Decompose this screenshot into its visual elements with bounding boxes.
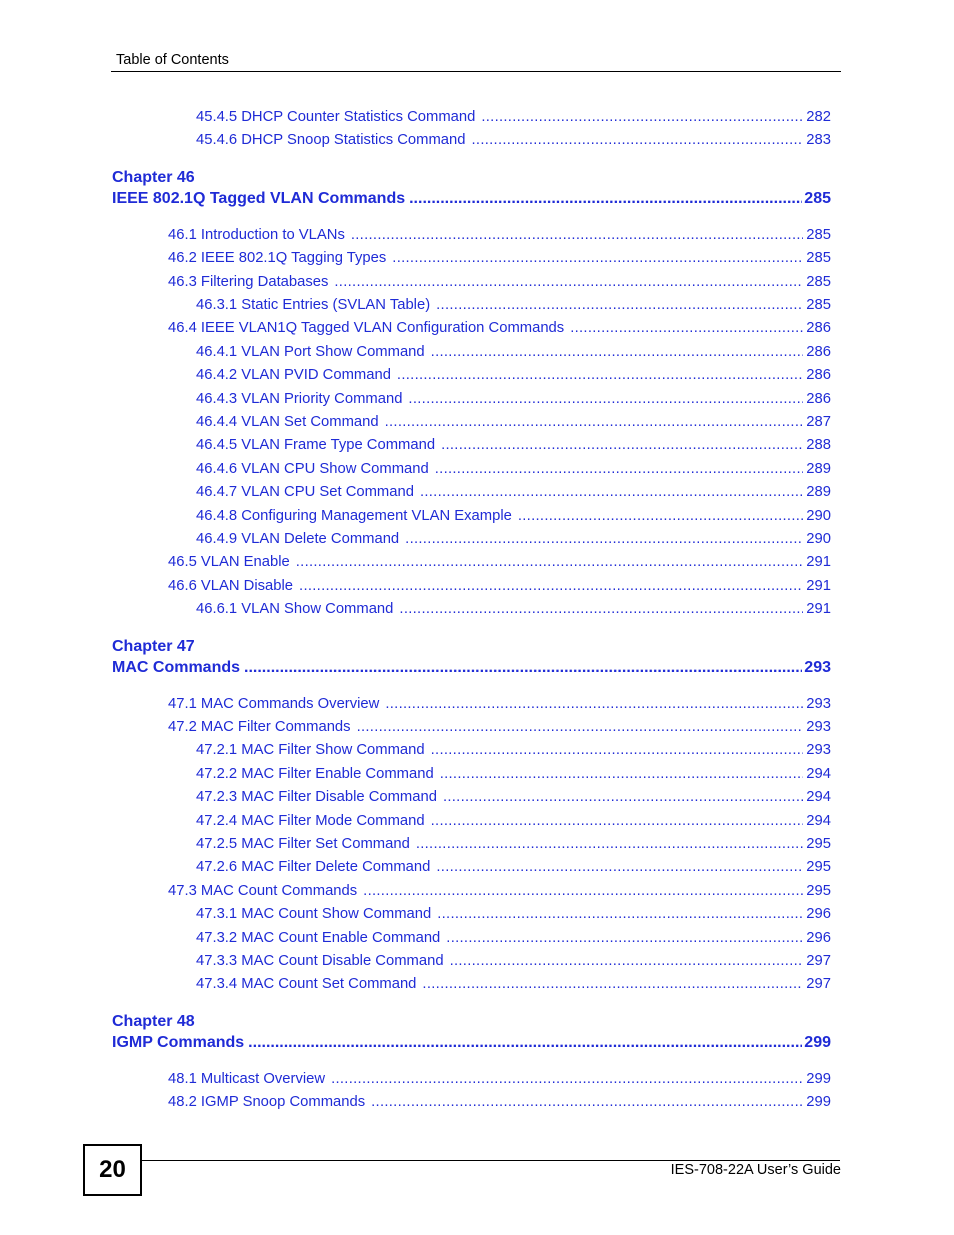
toc-subsection-entry[interactable] <box>196 741 831 759</box>
dot-leader <box>441 436 803 454</box>
entry-page: 296 <box>806 929 831 946</box>
entry-page: 294 <box>806 812 831 829</box>
toc-subsection-entry[interactable] <box>196 975 831 993</box>
dot-leader <box>570 319 803 337</box>
dot-leader <box>420 483 803 501</box>
dot-leader <box>435 460 804 478</box>
toc-subsection-entry[interactable] <box>196 765 831 783</box>
toc-subsection-entry[interactable] <box>196 952 831 970</box>
entry-page: 296 <box>806 906 831 923</box>
chapter-label[interactable]: Chapter 48 <box>112 1012 195 1030</box>
entry-page: 285 <box>806 226 831 243</box>
entry-page: 287 <box>806 414 831 430</box>
toc-section-entry[interactable] <box>168 577 831 595</box>
dot-leader <box>331 1070 803 1088</box>
toc-subsection-entry[interactable] <box>196 436 831 454</box>
toc-subsection-entry[interactable] <box>196 600 831 618</box>
chapter-label[interactable]: Chapter 46 <box>112 168 195 186</box>
dot-leader <box>440 765 804 783</box>
entry-page: 293 <box>806 695 831 712</box>
dot-leader <box>385 413 804 431</box>
dot-leader <box>357 718 804 736</box>
toc-subsection-entry[interactable] <box>196 296 831 314</box>
toc-section-entry[interactable] <box>168 249 831 267</box>
entry-title: 45.4.6 DHCP Snoop Statistics Command <box>196 132 466 149</box>
toc-section-entry[interactable] <box>168 1070 831 1088</box>
entry-page: 291 <box>806 601 831 618</box>
dot-leader <box>371 1093 803 1111</box>
dot-leader <box>408 390 803 408</box>
entry-page: 299 <box>804 1033 831 1051</box>
dot-leader <box>436 858 803 876</box>
dot-leader <box>399 600 803 618</box>
entry-title: 47.2 MAC Filter Commands <box>168 719 351 735</box>
entry-title: 47.2.6 MAC Filter Delete Command <box>196 859 431 876</box>
dot-leader <box>363 882 803 900</box>
entry-title: 46.3 Filtering Databases <box>168 273 329 290</box>
dot-leader <box>299 577 803 595</box>
entry-title: 46.2 IEEE 802.1Q Tagging Types <box>168 250 387 267</box>
entry-page: 282 <box>806 109 831 125</box>
toc-subsection-entry[interactable] <box>196 108 831 126</box>
entry-title: 47.3.3 MAC Count Disable Command <box>196 953 444 969</box>
toc-section-entry[interactable] <box>168 695 831 713</box>
entry-title: 46.6 VLAN Disable <box>168 577 294 594</box>
entry-page: 295 <box>806 836 831 852</box>
footer-rule <box>140 1160 840 1161</box>
entry-title: 46.4.7 VLAN CPU Set Command <box>196 484 414 501</box>
entry-page: 295 <box>806 859 831 876</box>
toc-subsection-entry[interactable] <box>196 131 831 149</box>
entry-title: 47.2.3 MAC Filter Disable Command <box>196 789 437 806</box>
toc-subsection-entry[interactable] <box>196 530 831 548</box>
entry-page: 283 <box>806 132 831 149</box>
toc-subsection-entry[interactable] <box>196 483 831 501</box>
toc-subsection-entry[interactable] <box>196 460 831 478</box>
entry-page: 294 <box>806 789 831 806</box>
toc-subsection-entry[interactable] <box>196 835 831 853</box>
entry-title: 46.4 IEEE VLAN1Q Tagged VLAN Configuration Commands <box>168 320 565 337</box>
entry-page: 286 <box>806 320 831 337</box>
entry-page: 289 <box>806 484 831 501</box>
dot-leader <box>296 553 804 571</box>
entry-title: 47.3 MAC Count Commands <box>168 882 358 899</box>
entry-title: 46.3.1 Static Entries (SVLAN Table) <box>196 297 431 313</box>
dot-leader <box>385 695 803 713</box>
entry-page: 285 <box>806 250 831 267</box>
entry-page: 285 <box>806 297 831 313</box>
entry-title: 47.2.5 MAC Filter Set Command <box>196 836 410 852</box>
entry-page: 285 <box>806 273 831 290</box>
entry-page: 299 <box>806 1070 831 1087</box>
page-number: 20 <box>83 1144 142 1196</box>
entry-title: IEEE 802.1Q Tagged VLAN Commands <box>112 189 406 207</box>
entry-title: 46.4.2 VLAN PVID Command <box>196 367 391 384</box>
entry-page: 293 <box>806 742 831 759</box>
chapter-entry[interactable] <box>112 1033 831 1052</box>
toc-subsection-entry[interactable] <box>196 929 831 947</box>
entry-page: 290 <box>806 507 831 524</box>
toc-subsection-entry[interactable] <box>196 413 831 431</box>
dot-leader <box>248 1033 802 1052</box>
entry-page: 294 <box>806 765 831 782</box>
entry-title: 47.3.2 MAC Count Enable Command <box>196 929 441 946</box>
entry-title: 45.4.5 DHCP Counter Statistics Command <box>196 109 476 125</box>
entry-page: 285 <box>804 189 831 207</box>
entry-page: 286 <box>806 343 831 360</box>
entry-title: 46.4.1 VLAN Port Show Command <box>196 343 425 360</box>
dot-leader <box>409 189 802 208</box>
entry-title: 46.4.6 VLAN CPU Show Command <box>196 460 429 477</box>
chapter-entry[interactable] <box>112 189 831 208</box>
entry-page: 295 <box>806 882 831 899</box>
toc-subsection-entry[interactable] <box>196 507 831 525</box>
chapter-label[interactable]: Chapter 47 <box>112 637 195 655</box>
entry-page: 286 <box>806 390 831 407</box>
chapter-entry[interactable] <box>112 658 831 677</box>
dot-leader <box>392 249 803 267</box>
entry-title: 46.4.9 VLAN Delete Command <box>196 531 400 547</box>
dot-leader <box>334 273 803 291</box>
footer-guide-title: IES-708-22A User’s Guide <box>670 1162 841 1178</box>
entry-title: 48.1 Multicast Overview <box>168 1070 326 1087</box>
dot-leader <box>431 741 804 759</box>
toc-section-entry[interactable] <box>168 882 831 900</box>
toc-section-entry[interactable] <box>168 273 831 291</box>
toc-section-entry[interactable] <box>168 226 831 244</box>
entry-page: 299 <box>806 1094 831 1111</box>
entry-page: 290 <box>806 531 831 547</box>
dot-leader <box>416 835 803 853</box>
entry-page: 291 <box>806 577 831 594</box>
dot-leader <box>450 952 804 970</box>
dot-leader <box>431 343 804 361</box>
toc-section-entry[interactable] <box>168 718 831 736</box>
entry-title: 46.4.3 VLAN Priority Command <box>196 390 403 407</box>
dot-leader <box>422 975 803 993</box>
dot-leader <box>436 296 803 314</box>
entry-title: 46.6.1 VLAN Show Command <box>196 601 394 618</box>
toc-subsection-entry[interactable] <box>196 858 831 876</box>
toc-section-entry[interactable] <box>168 319 831 337</box>
dot-leader <box>472 131 804 149</box>
entry-title: 46.4.5 VLAN Frame Type Command <box>196 437 436 454</box>
toc-subsection-entry[interactable] <box>196 390 831 408</box>
entry-title: 47.1 MAC Commands Overview <box>168 695 380 712</box>
toc-section-entry[interactable] <box>168 553 831 571</box>
dot-leader <box>244 658 802 677</box>
toc-subsection-entry[interactable] <box>196 812 831 830</box>
dot-leader <box>431 812 804 830</box>
entry-title: MAC Commands <box>112 658 241 676</box>
dot-leader <box>437 905 803 923</box>
entry-title: 46.5 VLAN Enable <box>168 554 290 571</box>
dot-leader <box>481 108 803 126</box>
dot-leader <box>351 226 803 244</box>
header-title: Table of Contents <box>116 52 229 68</box>
dot-leader <box>397 366 803 384</box>
entry-page: 288 <box>806 437 831 454</box>
entry-page: 293 <box>806 719 831 735</box>
entry-page: 286 <box>806 367 831 384</box>
toc-subsection-entry[interactable] <box>196 343 831 361</box>
toc-section-entry[interactable] <box>168 1093 831 1111</box>
entry-title: 47.2.4 MAC Filter Mode Command <box>196 812 425 829</box>
entry-title: 47.3.4 MAC Count Set Command <box>196 976 417 993</box>
entry-page: 297 <box>806 953 831 969</box>
entry-title: 47.3.1 MAC Count Show Command <box>196 906 432 923</box>
entry-title: 47.2.2 MAC Filter Enable Command <box>196 765 434 782</box>
dot-leader <box>446 929 803 947</box>
dot-leader <box>518 507 803 525</box>
entry-title: IGMP Commands <box>112 1033 245 1051</box>
dot-leader <box>443 788 803 806</box>
entry-title: 48.2 IGMP Snoop Commands <box>168 1094 366 1111</box>
entry-page: 289 <box>806 460 831 477</box>
toc-subsection-entry[interactable] <box>196 788 831 806</box>
entry-page: 297 <box>806 976 831 993</box>
toc-subsection-entry[interactable] <box>196 366 831 384</box>
toc-subsection-entry[interactable] <box>196 905 831 923</box>
entry-page: 291 <box>806 554 831 571</box>
entry-page: 293 <box>804 658 831 676</box>
entry-title: 46.4.8 Configuring Management VLAN Example <box>196 507 512 524</box>
entry-title: 46.4.4 VLAN Set Command <box>196 414 379 430</box>
entry-title: 47.2.1 MAC Filter Show Command <box>196 742 425 759</box>
entry-title: 46.1 Introduction to VLANs <box>168 226 345 243</box>
dot-leader <box>405 530 803 548</box>
